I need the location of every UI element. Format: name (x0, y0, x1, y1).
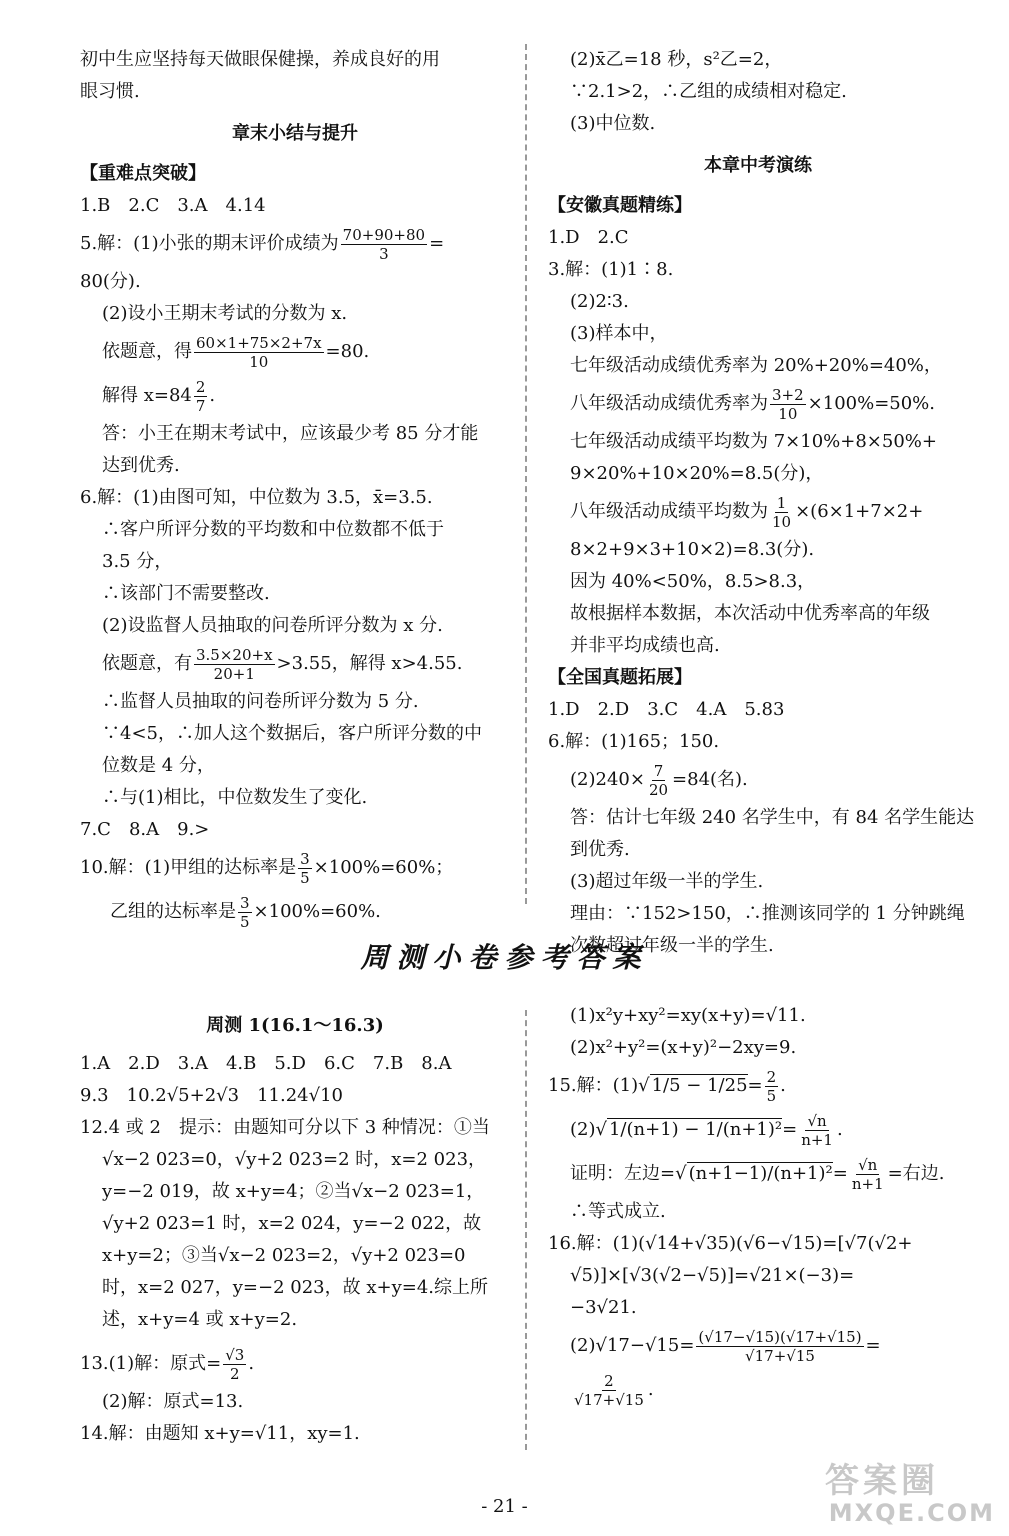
text-fragment: 乙组的达标率是 (110, 901, 236, 922)
column-divider (525, 1010, 527, 1450)
answer-line: ∴客户所评分数的平均数和中位数都不低于 (102, 519, 444, 540)
text-fragment: (2)240× (570, 769, 645, 790)
fraction-denominator: 20 (648, 780, 669, 799)
answer-line: ∵2.1>2，∴乙组的成绩相对稳定. (570, 81, 847, 102)
fraction (770, 494, 793, 531)
fraction (770, 386, 806, 423)
fraction (799, 1112, 835, 1149)
answer-line: (2)x̄乙=18 秒，s²乙=2， (570, 49, 783, 70)
answer-line: √x−2 023=0，√y+2 023=2 时，x=2 023， (102, 1149, 487, 1170)
answer-line: (2)√ 1/(n+1) − 1/(n+1)²= $\frac{√n}{n+1}$ . (570, 1111, 843, 1149)
section-heading: 【重难点突破】 (80, 163, 206, 184)
fraction (850, 1156, 886, 1193)
text-fragment: 15.解：(1) (548, 1075, 639, 1096)
answer-line: 6.解：(1)由图可知，中位数为 3.5，x̄=3.5. (80, 487, 433, 508)
fraction (298, 850, 312, 887)
answer-line: 到优秀. (570, 839, 630, 860)
answer-line: y=−2 019，故 x+y=4；②当√x−2 023=1， (102, 1181, 485, 1202)
answer-line: 80(分). (80, 271, 141, 292)
answer-line: 6.解：(1)165；150. (548, 731, 720, 752)
answer-line: √y+2 023=1 时，x=2 024，y=−2 022，故 (102, 1213, 482, 1234)
answer-line: 因为 40%<50%，8.5>8.3， (570, 571, 816, 592)
text-fragment: = (747, 1075, 763, 1096)
text-fragment: ×100%=60%. (253, 901, 381, 922)
right-top-column (548, 44, 975, 962)
answer-line: 9.3 10.2√5+2√3 11.24√10 (80, 1085, 343, 1106)
fraction-numerator: 7 (653, 761, 664, 780)
text-fragment: . (248, 1353, 255, 1374)
fraction-denominator: 20+1 (213, 664, 255, 683)
text-fragment: . (780, 1075, 786, 1096)
fraction (572, 1372, 646, 1409)
radical: 1/(n+1) − 1/(n+1)² (608, 1119, 783, 1140)
fraction (194, 378, 208, 415)
text-fragment: . (209, 385, 216, 406)
fraction (238, 894, 252, 931)
fraction-denominator: 10 (778, 404, 798, 423)
fraction-numerator: 60×1+75×2+7x (196, 333, 322, 352)
answer-line: (2)2∶3. (570, 291, 629, 312)
fraction-denominator: 7 (195, 396, 206, 415)
fraction (194, 646, 275, 683)
answer-line: 14.解：由题知 x+y=√11，xy=1. (80, 1423, 360, 1444)
answer-line: ∴等式成立. (570, 1201, 666, 1222)
watermark-url: MXQE.COM (828, 1499, 995, 1527)
answer-line: 位数是 4 分， (102, 755, 215, 776)
answer-line: x+y=2；③当√x−2 023=2，√y+2 023=0 (102, 1245, 466, 1266)
answer-line: 15.解：(1)√ 1/5 − 1/25= $\frac{2}{5}$ . (548, 1067, 786, 1105)
fraction-numerator: 3.5×20+x (196, 645, 273, 664)
fraction (765, 1068, 779, 1105)
answer-line: (2)x²+y²=(x+y)²−2xy=9. (570, 1037, 797, 1058)
weekly-test-answers-title: 周测小卷参考答案 (360, 941, 649, 974)
fraction-denominator: 5 (766, 1086, 777, 1105)
fraction-numerator: 70+90+80 (342, 225, 426, 244)
fraction (194, 334, 324, 371)
answer-line: ∵4<5，∴加人这个数据后，客户所评分数的中 (102, 723, 482, 744)
exam-practice-title: 本章中考演练 (704, 155, 812, 176)
text-fragment: 5.解：(1)小张的期末评价成绩为 (80, 233, 339, 254)
answer-line: 次数超过年级一半的学生. (570, 935, 774, 956)
answer-line: 述，x+y=4 或 x+y=2. (102, 1309, 298, 1330)
fraction (696, 1328, 863, 1365)
section-heading: 【全国真题拓展】 (548, 667, 692, 688)
answer-line: ∴该部门不需要整改. (102, 583, 270, 604)
column-divider (525, 44, 527, 904)
text-fragment: 八年级活动成绩平均数为 (570, 501, 768, 522)
fraction-denominator: 5 (300, 868, 310, 887)
answer-line (548, 758, 968, 802)
answer-line (80, 890, 510, 934)
answer-line: (1)x²y+xy²=xy(x+y)=√11. (570, 1005, 806, 1026)
fraction-numerator: 2 (766, 1067, 777, 1086)
text-fragment: =80. (325, 341, 370, 362)
fraction (647, 762, 670, 799)
fraction-numerator: 3 (240, 893, 250, 912)
answer-line (548, 382, 968, 426)
fraction-denominator: 5 (240, 912, 250, 931)
answer-line: ∴与(1)相比，中位数发生了变化. (102, 787, 368, 808)
answer-line: 时，x=2 027，y=−2 023，故 x+y=4.综上所 (102, 1277, 489, 1298)
answer-line: 达到优秀. (102, 455, 180, 476)
text-fragment: 证明：左边= (570, 1163, 676, 1184)
answer-line (548, 1324, 968, 1368)
text-fragment: =右边. (887, 1163, 945, 1184)
answer-line: 16.解：(1)(√14+√35)(√6−√15)=[√7(√2+ (548, 1233, 913, 1254)
answer-line: 12.4 或 2 提示：由题知可分以下 3 种情况：①当 (80, 1117, 490, 1138)
answer-line: 9×20%+10×20%=8.5(分)， (570, 463, 824, 484)
fraction-numerator: √3 (225, 1345, 245, 1364)
text-fragment: ×100%=60%； (313, 857, 454, 878)
answer-line (80, 374, 510, 418)
answer-line: ∴监督人员抽取的问卷所评分数为 5 分. (102, 691, 419, 712)
answer-line: 3.5 分， (102, 551, 173, 572)
answer-line: (3)样本中， (570, 323, 668, 344)
answer-line: (2)设监督人员抽取的问卷所评分数为 x 分. (102, 615, 443, 636)
text-fragment: 解得 x=84 (102, 385, 192, 406)
text-fragment: . (836, 1119, 843, 1140)
text-fragment: =84(名). (672, 769, 748, 790)
weekly-test-title: 周测 1(16.1～16.3) (206, 1015, 384, 1036)
answer-line (80, 222, 510, 266)
answer-line (80, 642, 510, 686)
text-fragment: 八年级活动成绩优秀率为 (570, 393, 768, 414)
answer-line (80, 330, 510, 374)
answer-line (548, 1368, 968, 1412)
watermark-text: 答案圈 (825, 1461, 939, 1501)
text-fragment: 10.解：(1)甲组的达标率是 (80, 857, 297, 878)
fraction-denominator: 10 (772, 512, 792, 531)
text-fragment: >3.55，解得 x>4.55. (276, 653, 463, 674)
left-top-column (80, 44, 510, 934)
text-fragment: . (647, 1379, 654, 1400)
text-fragment: 13.(1)解：原式= (80, 1353, 222, 1374)
fraction (223, 1346, 246, 1383)
fraction-denominator: 3 (379, 244, 389, 263)
fraction-denominator: n+1 (801, 1130, 833, 1149)
page-number: - 21 - (481, 1496, 528, 1517)
answer-line: 7.C 8.A 9.> (80, 819, 210, 840)
text-fragment: 依题意，有 (102, 653, 192, 674)
fraction (341, 226, 427, 263)
answer-line: 3.解：(1)1∶8. (548, 259, 674, 280)
chapter-summary-title: 章末小结与提升 (232, 123, 358, 144)
text-fragment: (2)√17−√15= (570, 1335, 695, 1356)
answer-line: 1.B 2.C 3.A 4.14 (80, 195, 266, 216)
answer-line: 七年级活动成绩优秀率为 20%+20%=40%， (570, 355, 942, 376)
answer-line: (2)解：原式=13. (102, 1391, 244, 1412)
answer-line: 证明：左边=√ (n+1−1)/(n+1)²= $\frac{√n}{n+1}$ =右边. (570, 1155, 945, 1193)
radical: 1/5 − 1/25 (651, 1075, 748, 1096)
answer-line (80, 1342, 510, 1386)
answer-line: 1.D 2.D 3.C 4.A 5.83 (548, 699, 785, 720)
answer-line: √5)]×[√3(√2−√5)]=√21×(−3)= (570, 1265, 855, 1286)
answer-line: 并非平均成绩也高. (570, 635, 720, 656)
text-fragment: ×(6×1+7×2+ (795, 501, 924, 522)
text-fragment: = (865, 1335, 881, 1356)
answer-line: 理由：∵152>150，∴推测该同学的 1 分钟跳绳 (570, 903, 965, 924)
text-line: 初中生应坚持每天做眼保健操，养成良好的用 (80, 49, 440, 70)
text-fragment: (2) (570, 1119, 596, 1140)
text-fragment: = (782, 1119, 798, 1140)
answer-line: 故根据样本数据，本次活动中优秀率高的年级 (570, 603, 930, 624)
fraction-numerator: (√17−√15)(√17+√15) (698, 1327, 862, 1346)
answer-line: (2)设小王期末考试的分数为 x. (102, 303, 348, 324)
answer-line: 答：小王在期末考试中，应该最少考 85 分才能 (102, 423, 479, 444)
answer-line: 七年级活动成绩平均数为 7×10%+8×50%+ (570, 431, 937, 452)
fraction-numerator: 1 (776, 493, 787, 512)
text-fragment: 依题意，得 (102, 341, 192, 362)
answer-line: (3)中位数. (570, 113, 656, 134)
fraction-denominator: n+1 (851, 1174, 884, 1193)
fraction-numerator: 3+2 (772, 385, 804, 404)
answer-line: 1.A 2.D 3.A 4.B 5.D 6.C 7.B 8.A (80, 1053, 452, 1074)
text-line: 眼习惯. (80, 81, 140, 102)
text-fragment: = (429, 233, 445, 254)
fraction-denominator: √17+√15 (745, 1346, 815, 1365)
right-bottom-column (548, 1000, 968, 1412)
answer-line: 8×2+9×3+10×2)=8.3(分). (570, 539, 815, 560)
fraction-denominator: √17+√15 (574, 1390, 644, 1409)
fraction-denominator: 2 (230, 1364, 240, 1383)
fraction-denominator: 10 (249, 352, 269, 371)
answer-line: 1.D 2.C (548, 227, 629, 248)
fraction-numerator: 3 (300, 849, 310, 868)
answer-line (80, 846, 510, 890)
fraction-numerator: 2 (604, 1371, 614, 1390)
text-fragment: ×100%=50%. (807, 393, 936, 414)
watermark-logo (825, 1462, 995, 1528)
answer-line (548, 490, 968, 534)
fraction-numerator: √n (858, 1155, 878, 1174)
answer-line: −3√21. (570, 1297, 637, 1318)
answer-line: 答：估计七年级 240 名学生中，有 84 名学生能达 (570, 807, 975, 828)
left-bottom-column (80, 1010, 510, 1450)
text-fragment: = (832, 1163, 848, 1184)
fraction-numerator: 2 (195, 377, 206, 396)
section-heading: 【安徽真题精练】 (548, 195, 692, 216)
fraction-numerator: √n (807, 1111, 827, 1130)
answer-line: (3)超过年级一半的学生. (570, 871, 764, 892)
radical: (n+1−1)/(n+1)² (688, 1163, 833, 1184)
